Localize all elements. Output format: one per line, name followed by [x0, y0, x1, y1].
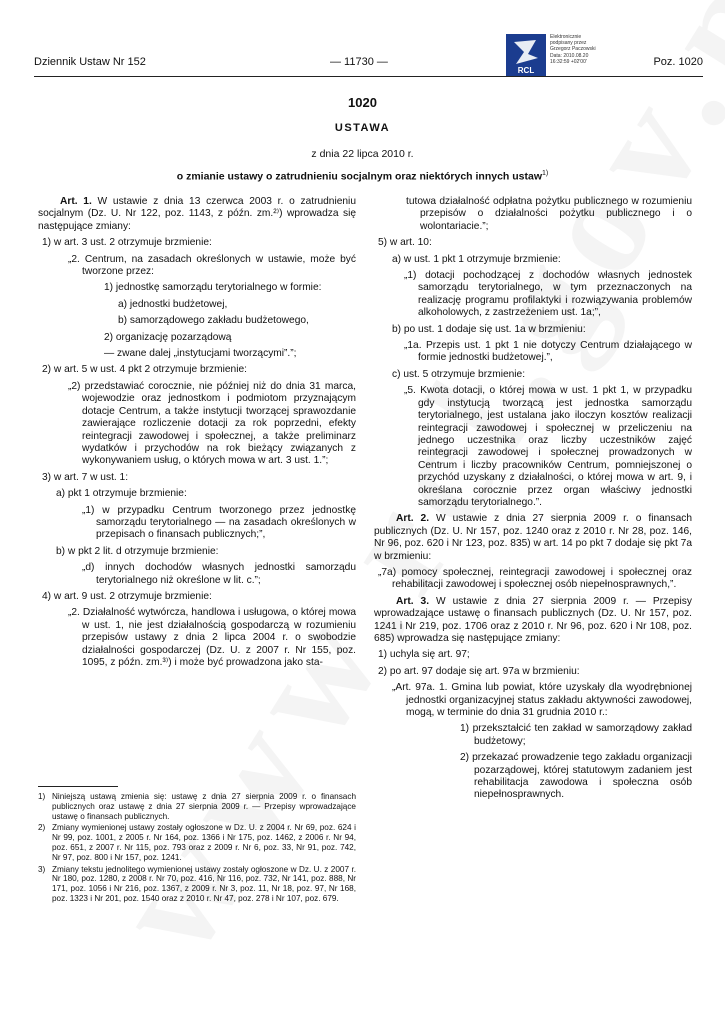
list-item: 1) jednostkę samorządu terytorialnego w formie: — [104, 282, 322, 294]
list-item: „2) przedstawiać corocznie, nie później niż do dnia 31 marca, wojewodzie oraz jednostkom i podmiotom przyznającym dotacje Centrum, a także instytucji tworzącej sprawozdanie zawierające rozliczenie dotacji za rok poprzedni, efekty reintegracji zawodowej i społecznej, a także preliminarz wydatków i przychodów na rok bieżący związanych z wykonywaniem usług, o których mowa w art. 3 ust. 1.”; — [68, 380, 356, 467]
document-date: z dnia 22 lipca 2010 r. — [311, 148, 414, 160]
list-item: „1) w przypadku Centrum tworzonego przez jednostkę samorządu terytorialnego — na zasadach określonych w przepisach o finansach publicznych;”, — [82, 504, 356, 541]
list-item: a) w ust. 1 pkt 1 otrzymuje brzmienie: — [392, 253, 561, 265]
list-item: 2) organizację pozarządową — [104, 331, 232, 343]
list-item: „2. Centrum, na zasadach określonych w ustawie, może być tworzone przez: — [68, 253, 356, 278]
list-item: 3) w art. 7 w ust. 1: — [42, 471, 129, 483]
footnote-ref: 1) — [542, 170, 549, 177]
signature-text — [550, 34, 596, 65]
article-text: W ustawie z dnia 13 czerwca 2003 r. o zatrudnieniu socjalnym (Dz. U. Nr 122, poz. 1143, z późn. zm.²⁾) wprowadza się następujące zmiany: — [38, 196, 356, 232]
footnote-text: Zmiany tekstu jednolitego wymienionej ustawy zostały ogłoszone w Dz. U. z 2007 r. Nr 180, poz. 1280, z 2008 r. Nr 70, poz. 416, Nr 116, poz. 732, Nr 141, poz. 888, Nr 171, poz. 1056 i Nr 216, poz. 1367, z 2009 r. Nr 3, poz. 11, Nr 18, poz. 97, Nr 168, poz. 1323 i Nr 201, poz. 1540 oraz z 2010 r. Nr 47, poz. 278 i Nr 107, poz. 679. — [52, 864, 356, 903]
list-item: 2) przekazać prowadzenie tego zakładu organizacji pozarządowej, której statutowym zadaniem jest rehabilitacja zawodowa i społeczna osób niepełnosprawnych. — [460, 752, 692, 801]
signature-line: Elektronicznie — [550, 34, 582, 40]
signature-line: 16:32:59 +02'00' — [550, 58, 587, 65]
footnote — [38, 865, 356, 904]
list-item: b) samorządowego zakładu budżetowego, — [118, 315, 309, 327]
footnote-text: Niniejszą ustawą zmienia się: ustawę z dnia 27 sierpnia 2009 r. o finansach publicznych oraz ustawę z dnia 27 sierpnia 2009 r. — Przepisy wprowadzające ustawę o finansach publicznych. — [52, 792, 356, 821]
document-number: 1020 — [348, 95, 377, 110]
journal-title: Dziennik Ustaw Nr 152 — [34, 56, 146, 68]
list-item: b) po ust. 1 dodaje się ust. 1a w brzmieniu: — [392, 323, 586, 335]
article-text: W ustawie z dnia 27 sierpnia 2009 r. o finansach publicznych (Dz. U. Nr 157, poz. 1240 oraz z 2010 r. Nr 28, poz. 146, Nr 96, poz. 620 i Nr 123, poz. 835) w art. 14 po pkt 7 dodaje się pkt 7a w brzmieniu: — [374, 513, 692, 562]
list-item: „1) dotacji pochodzącej z dochodów własnych jednostek samorządu terytorialnego, w tym przeznaczonych na realizację programu profilaktyki i rozwiązywania problemów alkoholowych, z zastrzeżeniem ust. 1a;”, — [404, 270, 692, 319]
article-paragraph — [374, 513, 692, 563]
list-item: a) pkt 1 otrzymuje brzmienie: — [56, 488, 187, 500]
list-item: „7a) pomocy społecznej, reintegracji zawodowej i społecznej oraz rehabilitacji zawodowej i społecznej osób niepełnosprawnych,”. — [378, 566, 692, 591]
footnotes — [38, 792, 356, 906]
list-item: 1) w art. 3 ust. 2 otrzymuje brzmienie: — [42, 237, 212, 249]
signature-stamp — [506, 34, 596, 76]
right-column — [374, 196, 692, 806]
list-item: c) ust. 5 otrzymuje brzmienie: — [392, 368, 526, 380]
signature-line: podpisany przez — [550, 40, 587, 47]
list-item: „5. Kwota dotacji, o której mowa w ust. 1 pkt 1, w przypadku gdy instytucją tworzącą jest jednostka samorządu terytorialnego, jest ustalana jako iloczyn kosztów realizacji reintegracji zawodowej i społecznej w przeliczeniu na jednego uczestnika oraz liczby uczestników zajęć reintegracji zawodowej i społecznej prowadzonych w Centrum i liczby pracowników Centrum, pomniejszonej o przychód uzyskany z działalności, o której mowa w art. 9, i określana corocznie przez organ właściwy jednostki samorządu terytorialnego.”. — [404, 385, 692, 508]
list-item: „1a. Przepis ust. 1 pkt 1 nie dotyczy Centrum działającego w formie jednostki budżetowej.”, — [404, 340, 692, 364]
footnote — [38, 792, 356, 821]
article-text: W ustawie z dnia 27 sierpnia 2009 r. — Przepisy wprowadzające ustawę o finansach publicznych (Dz. U. Nr 157, poz. 1241 i Nr 219, poz. 1706 oraz z 2010 r. Nr 96, poz. 620 i Nr 108, poz. 685) wprowadza się następujące zmiany: — [374, 595, 692, 644]
left-column — [38, 196, 356, 673]
signature-line: Grzegorz Paczowski — [550, 46, 596, 53]
list-item: „2. Działalność wytwórcza, handlowa i usługowa, o której mowa w ust. 1, nie jest działalnością gospodarczą w rozumieniu przepisów ustawy z dnia 2 lipca 2004 r. o swobodzie działalności gospodarczej (Dz. U. z 2007 r. Nr 155, poz. 1095, z późn. zm.³⁾) i może być prowadzona jako sta- — [68, 607, 356, 668]
footnote-number: 1) — [38, 792, 46, 801]
list-item: b) w pkt 2 lit. d otrzymuje brzmienie: — [56, 545, 219, 557]
footnote — [38, 823, 356, 862]
subject-text: o zmianie ustawy o zatrudnieniu socjalnym oraz niektórych innych ustaw — [176, 170, 542, 183]
footnote-rule — [38, 786, 118, 787]
logo-text: RCL — [517, 66, 535, 75]
page-number: — 11730 — — [330, 56, 388, 68]
rcl-logo-icon — [506, 34, 546, 76]
list-item: tutowa działalność odpłatna pożytku publicznego w rozumieniu przepisów o działalności pożytku publicznego i o wolontariacie.”; — [406, 196, 692, 232]
list-item: a) jednostki budżetowej, — [118, 298, 228, 310]
list-item: — zwane dalej „instytucjami tworzącymi”.”; — [104, 348, 297, 360]
article-label: Art. 3. — [396, 595, 430, 607]
header-rule — [34, 76, 703, 77]
list-item: 2) w art. 5 w ust. 4 pkt 2 otrzymuje brzmienie: — [42, 364, 247, 376]
list-item: „Art. 97a. 1. Gmina lub powiat, które uzyskały dla wyodrębnionej jednostki organizacyjnej status zakładu aktywności zawodowej, mogą, w terminie do dnia 31 grudnia 2010 r.: — [392, 682, 692, 719]
footnote-text: Zmiany wymienionej ustawy zostały ogłoszone w Dz. U. z 2004 r. Nr 69, poz. 624 i Nr 99, poz. 1001, z 2005 r. Nr 164, poz. 1366 i Nr 175, poz. 1462, z 2006 r. Nr 94, poz. 651, z 2007 r. Nr 115, poz. 793 oraz z 2009 r. Nr 6, poz. 33, Nr 91, poz. 742, Nr 97, poz. 800 i Nr 157, poz. 1241. — [52, 823, 356, 862]
footnote-number: 2) — [38, 823, 46, 833]
document-subject — [0, 170, 725, 183]
list-item: 4) w art. 9 ust. 2 otrzymuje brzmienie: — [42, 590, 212, 602]
signature-line: Data: 2010.08.20 — [550, 52, 589, 59]
list-item: 1) uchyla się art. 97; — [378, 649, 470, 661]
article-paragraph — [38, 196, 356, 233]
list-item: 2) po art. 97 dodaje się art. 97a w brzmieniu: — [378, 665, 580, 677]
list-item: 5) w art. 10: — [378, 237, 432, 249]
list-item: „d) innych dochodów własnych jednostki samorządu terytorialnego niż określone w lit. c.”; — [82, 562, 356, 586]
footnote-number: 3) — [38, 864, 46, 874]
article-paragraph — [374, 596, 692, 646]
list-item: 1) przekształcić ten zakład w samorządowy zakład budżetowy; — [460, 723, 692, 747]
article-label: Art. 1. — [60, 196, 92, 207]
position-number: Poz. 1020 — [653, 56, 703, 68]
article-label: Art. 2. — [396, 513, 430, 525]
document-type: USTAWA — [334, 122, 391, 134]
